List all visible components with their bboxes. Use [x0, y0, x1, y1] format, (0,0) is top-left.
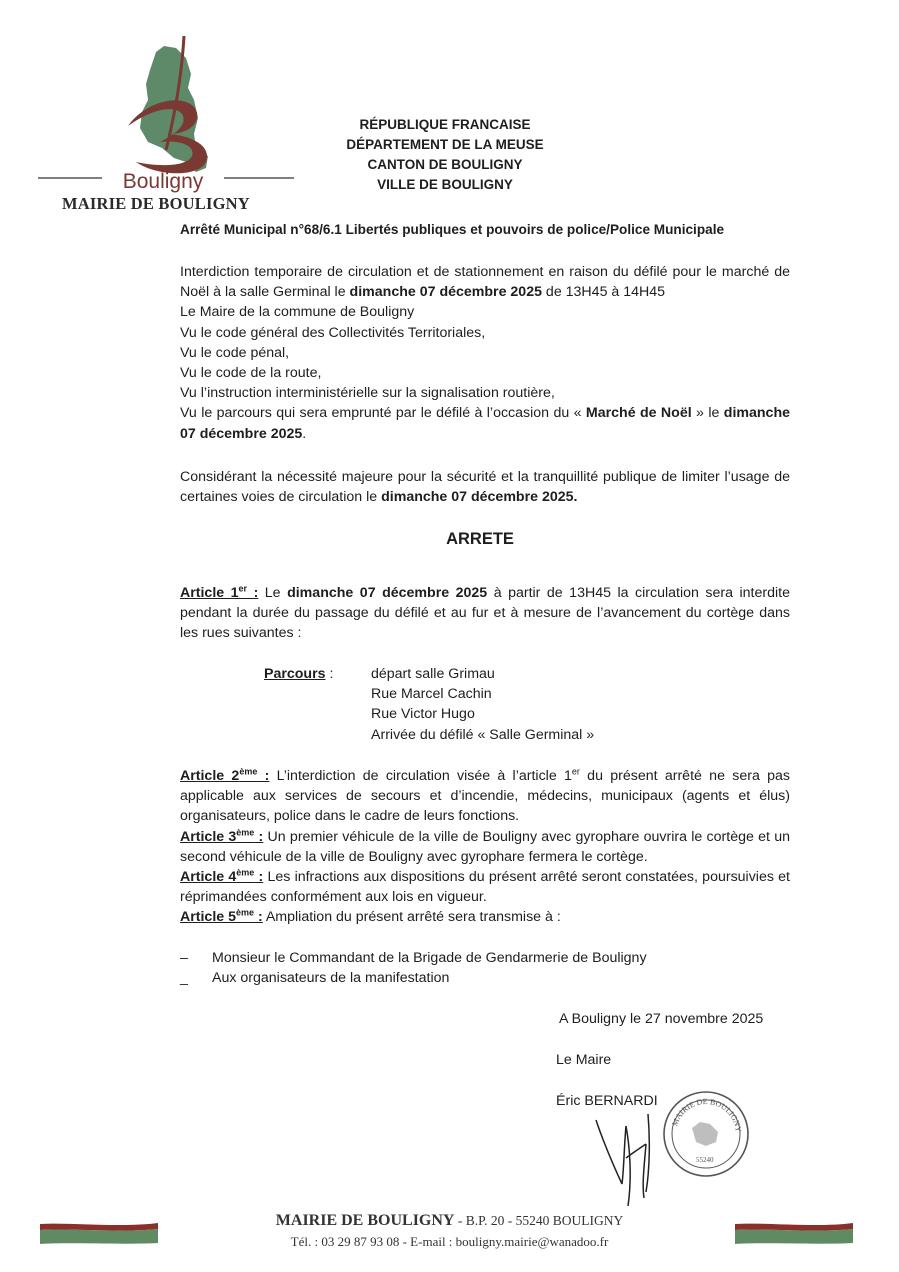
preamble-subject: Interdiction temporaire de circulation et de stationnement en raison du défilé pour le marché de Noël à la salle Germinal le dimanche 07 décembre 2025 de 13H45 à 14H45: [180, 264, 790, 301]
article-4: Article 4ème : Les infractions aux dispositions du présent arrêté seront constatées, poursuivies et réprimandées conformément aux lois en vigueur.: [180, 867, 790, 906]
parcours-item: départ salle Grimau: [371, 666, 495, 682]
article-1: Article 1er : Le dimanche 07 décembre 2025 à partir de 13H45 la circulation sera interdite pendant la durée du passage du défilé et au fur et à mesure de l’avancement du cortège dans les rues suivantes :: [180, 583, 790, 642]
place-date: A Bouligny le 27 novembre 2025: [559, 1011, 764, 1027]
preamble-line: Le Maire de la commune de Bouligny: [180, 304, 415, 321]
parcours-list: [371, 664, 594, 745]
header-line: DÉPARTEMENT DE LA MEUSE: [346, 137, 544, 152]
article-2: Article 2ème : L’interdiction de circulation visée à l’article 1er du présent arrêté ne sera pas applicable aux services de secours et d’incendie, médecins, municipaux (agents et élus) organisateurs, police dans le cadre de leurs fonctions.: [180, 766, 790, 825]
header-line: CANTON DE BOULIGNY: [367, 157, 523, 172]
parcours-item: Rue Marcel Cachin: [371, 686, 492, 703]
mayor-role: Le Maire: [556, 1052, 612, 1068]
republic-header: [330, 115, 560, 195]
preamble-line: Vu le code de la route,: [180, 365, 322, 382]
svg-text:55240: 55240: [696, 1156, 714, 1164]
preamble-line: Vu le code général des Collectivités Territoriales,: [180, 324, 486, 341]
footer-contact: Tél. : 03 29 87 93 08 - E-mail : bouligny.mairie@wanadoo.fr: [290, 1234, 609, 1249]
logo-wordmark: Bouligny: [122, 170, 204, 193]
article-3: Article 3ème : Un premier véhicule de la ville de Bouligny avec gyrophare ouvrira le cortège et un second véhicule de la ville de Bouligny avec gyrophare fermera le cortège.: [180, 826, 790, 865]
header-line: VILLE DE BOULIGNY: [377, 177, 513, 192]
considerant: Considérant la nécessité majeure pour la sécurité et la tranquillité publique de limiter l’usage de certaines voies de circulation le dimanche 07 décembre 2025.: [180, 469, 790, 506]
preamble-line: Vu le code pénal,: [180, 344, 290, 361]
parcours-item: Arrivée du défilé « Salle Germinal »: [371, 726, 595, 743]
footer-address: MAIRIE DE BOULIGNY - B.P. 20 - 55240 BOULIGNY: [275, 1212, 624, 1229]
preamble: [180, 262, 790, 444]
mayor-name: Éric BERNARDI: [556, 1093, 658, 1109]
header-line: RÉPUBLIQUE FRANCAISE: [359, 117, 531, 132]
bouligny-logo: [36, 30, 296, 195]
svg-text:MAIRIE DE BOULIGNY: MAIRIE DE BOULIGNY: [670, 1096, 744, 1133]
arrete-heading: ARRETE: [446, 530, 514, 548]
parcours-item: Rue Victor Hugo: [371, 706, 475, 723]
official-stamp: [660, 1088, 752, 1180]
preamble-line: Vu l’instruction interministérielle sur la signalisation routière,: [180, 385, 555, 402]
preamble-parcours: Vu le parcours qui sera emprunté par le défilé à l’occasion du « Marché de Noël » le dimanche 07 décembre 2025.: [180, 405, 791, 442]
handwritten-signature: [588, 1098, 668, 1210]
parcours-label: Parcours :: [264, 666, 334, 682]
mairie-title: MAIRIE DE BOULIGNY: [62, 194, 250, 213]
article-5: Article 5ème : Ampliation du présent arrêté sera transmise à :: [180, 907, 561, 926]
articles-2-5: [180, 766, 790, 928]
decree-title: Arrêté Municipal n°68/6.1 Libertés publiques et pouvoirs de police/Police Municipale: [180, 222, 725, 237]
